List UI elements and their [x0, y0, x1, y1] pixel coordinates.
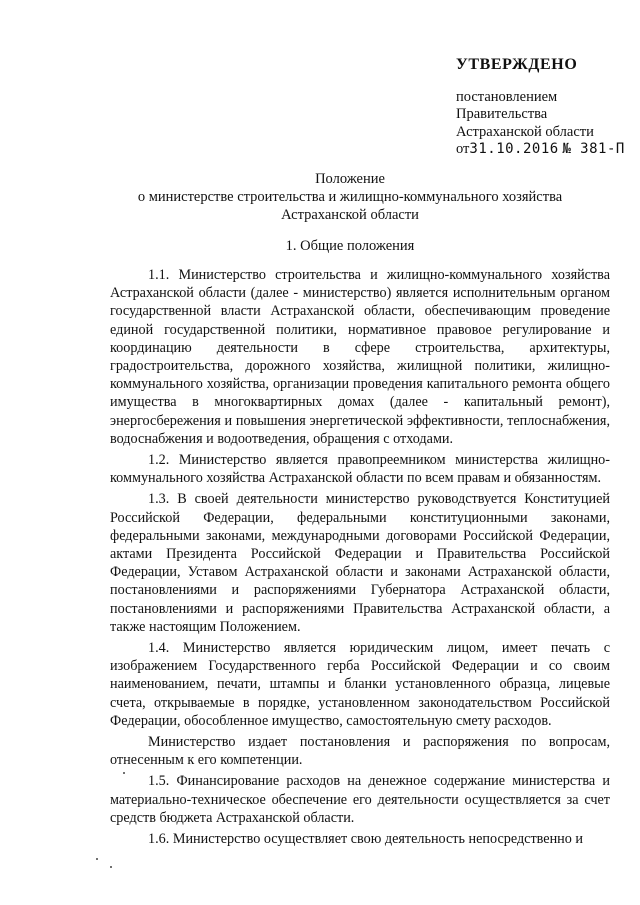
paragraph: 1.3. В своей деятельности министерство руководствуется Конституцией Российской Федерации, федеральными конституционными законами, федеральными законами, международными договорами Российской Федерации, актами Президента Российской Федерации и Правительства Российской Федерации, Уставом Астраханской области и законами Астраханской области, постановлениями и распоряжениями Губернатора Астраханской области, постановлениями и распоряжениями Правительства Астраханской области, а также настоящим Положением.	[110, 491, 610, 635]
scan-artifact	[110, 866, 112, 868]
paragraph: 1.5. Финансирование расходов на денежное содержание министерства и материально-техническое обеспечение его деятельности осуществляется за счет средств бюджета Астраханской области.	[110, 773, 610, 826]
scan-artifact	[123, 772, 125, 774]
approval-line: Правительства	[456, 106, 548, 122]
approval-stamp-title: УТВЕРЖДЕНО	[456, 56, 578, 73]
title-line: Положение	[315, 171, 385, 187]
document-title	[110, 170, 590, 224]
approval-date-line	[456, 141, 640, 159]
paragraph: 1.2. Министерство является правопреемником министерства жилищно-коммунального хозяйства Астраханской области по всем правам и обязанностям.	[110, 452, 610, 487]
paragraph: 1.1. Министерство строительства и жилищно-коммунального хозяйства Астраханской области (далее - министерство) является исполнительным органом государственной власти Астраханской области, обеспечивающим проведение единой государственной политики, нормативное правовое регулирование и координацию деятельности в сфере строительства, архитектуры, градостроительства, дорожного хозяйства, жилищной политики, жилищно-коммунального хозяйства, организации проведения капитального ремонта общего имущества в многоквартирных домах (далее - капитальный ремонт), энергосбережения и повышения энергетической эффективности, теплоснабжения, водоснабжения и водоотведения, обращения с отходами.	[110, 267, 610, 447]
paragraph: Министерство издает постановления и распоряжения по вопросам, отнесенным к его компетенции.	[110, 734, 610, 769]
title-line: о министерстве строительства и жилищно-коммунального хозяйства	[137, 189, 563, 205]
approval-block	[456, 56, 640, 159]
approval-date: 31.10.2016	[469, 141, 559, 157]
scan-artifact	[96, 858, 98, 860]
approval-number: № 381-П	[562, 141, 625, 157]
title-line: Астраханской области	[281, 207, 419, 223]
date-prefix: от	[456, 141, 470, 157]
approval-line: Астраханской области	[456, 123, 594, 140]
section-heading: 1. Общие положения	[285, 238, 415, 254]
paragraph: 1.6. Министерство осуществляет свою деятельность непосредственно и	[148, 831, 583, 848]
approval-line: постановлением	[456, 88, 558, 105]
paragraph: 1.4. Министерство является юридическим лицом, имеет печать с изображением Государственного герба Российской Федерации и со своим наименованием, печати, штампы и бланки установленного образца, лицевые счета, открываемые в порядке, установленном законодательством Российской Федерации, обособленное имущество, самостоятельную смету расходов.	[110, 640, 610, 729]
document-body	[110, 266, 610, 851]
